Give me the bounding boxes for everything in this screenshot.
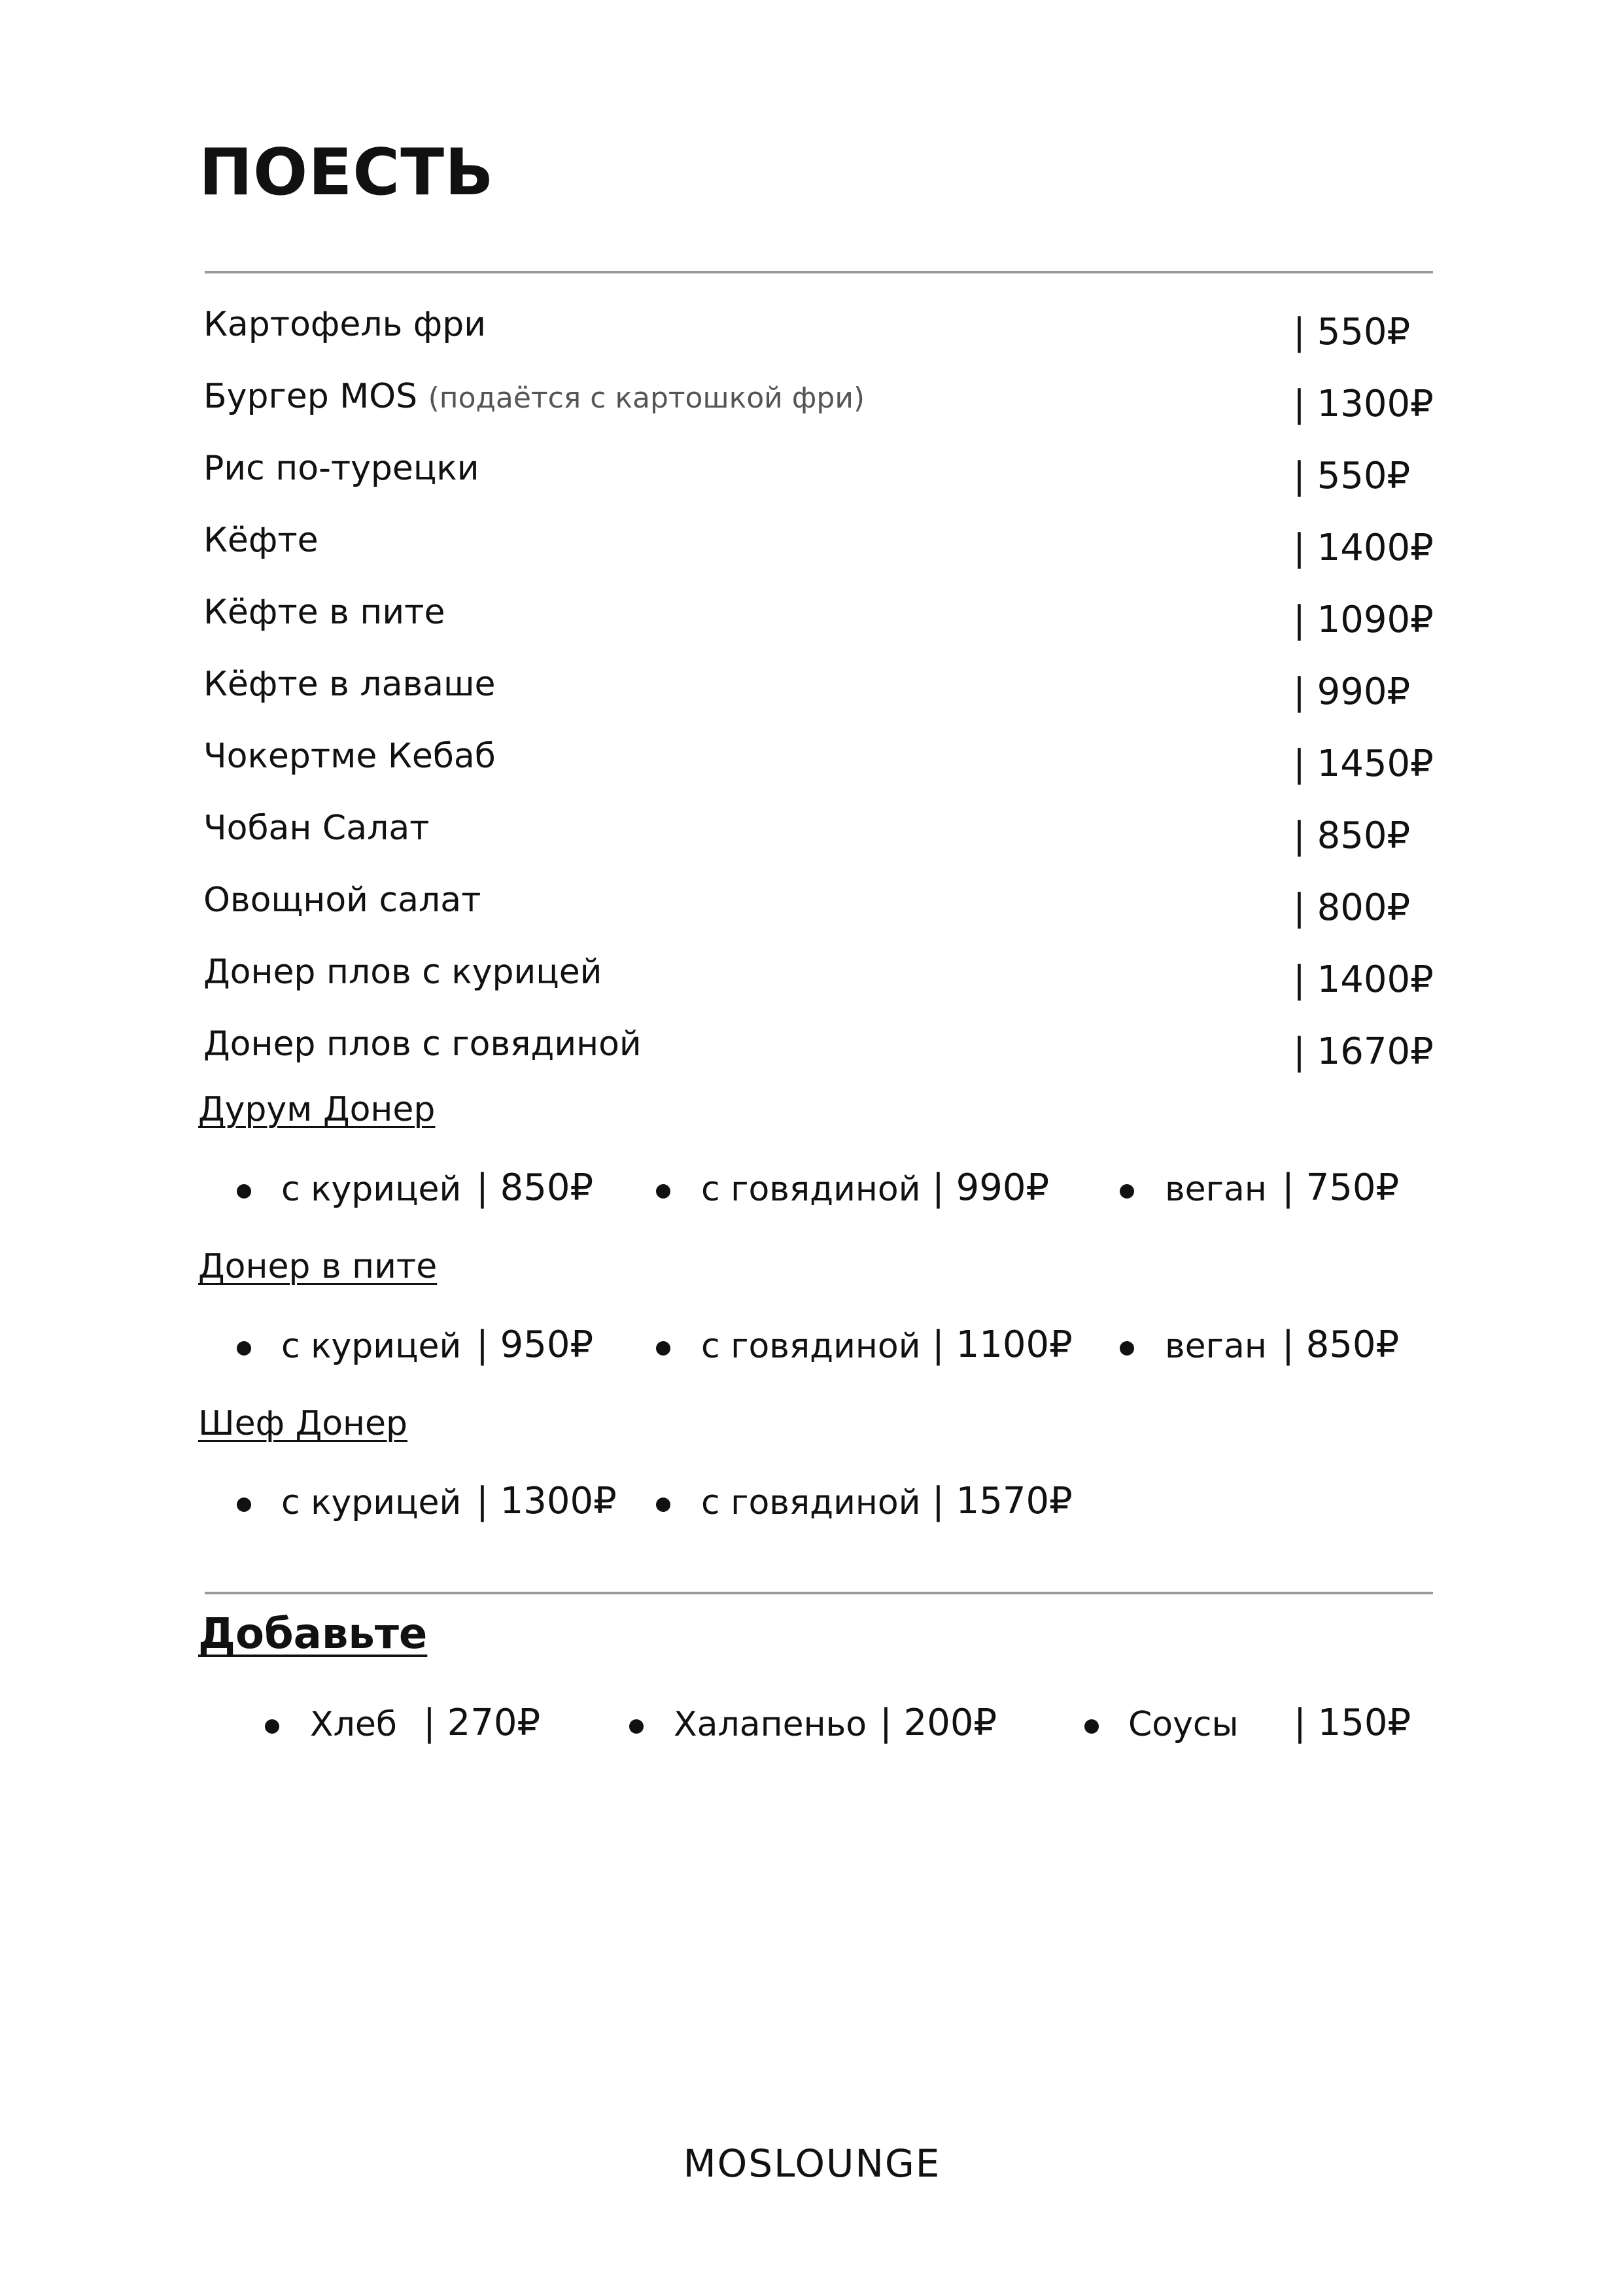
menu-item-name: Кёфте в пите	[203, 593, 445, 632]
menu-item-name: Кёфте	[203, 521, 319, 560]
menu-item-price: | 1300₽	[1293, 383, 1434, 425]
menu-item-price: | 1400₽	[1293, 958, 1434, 1001]
bullet-icon	[656, 1184, 670, 1199]
menu-item-name: Кёфте в лаваше	[203, 665, 496, 704]
addition-name: Соусы	[1128, 1705, 1239, 1744]
menu-item-name: Донер плов с курицей	[203, 953, 602, 992]
addition-name: Халапеньо	[674, 1705, 867, 1744]
bullet-icon	[237, 1184, 251, 1199]
menu-item-name: Бургер MOS (подаётся с картошкой фри)	[203, 377, 865, 416]
bullet-icon	[237, 1341, 251, 1356]
option-name: с говядиной	[701, 1170, 921, 1209]
divider-top	[205, 271, 1433, 273]
option-price: | 850₽	[1282, 1323, 1400, 1366]
menu-item-name: Донер плов с говядиной	[203, 1025, 642, 1064]
menu-item-price: | 550₽	[1293, 455, 1411, 497]
menu-item-price: | 1450₽	[1293, 743, 1434, 785]
menu-item-name: Овощной салат	[203, 881, 481, 920]
addition-price: | 270₽	[423, 1702, 541, 1744]
option-name: веган	[1165, 1170, 1267, 1209]
option-name: с говядиной	[701, 1483, 921, 1522]
group-title-pita: Донер в пите	[198, 1247, 438, 1286]
option-name: с говядиной	[701, 1327, 921, 1366]
bullet-icon	[1120, 1341, 1134, 1356]
addition-price: | 150₽	[1294, 1702, 1411, 1744]
menu-item-price: | 990₽	[1293, 671, 1411, 713]
menu-item-price: | 800₽	[1293, 886, 1411, 929]
menu-item-name: Чокертме Кебаб	[203, 737, 496, 776]
bullet-icon	[629, 1719, 644, 1734]
bullet-icon	[1084, 1719, 1099, 1734]
option-price: | 990₽	[932, 1166, 1050, 1209]
option-name: с курицей	[281, 1327, 462, 1366]
bullet-icon	[265, 1719, 279, 1734]
bullet-icon	[656, 1498, 670, 1512]
menu-item-price: | 850₽	[1293, 815, 1411, 857]
menu-item-price: | 550₽	[1293, 311, 1411, 353]
page-title: ПОЕСТЬ	[199, 135, 494, 210]
option-price: | 750₽	[1282, 1166, 1400, 1209]
menu-item-price: | 1670₽	[1293, 1030, 1434, 1073]
option-name: с курицей	[281, 1170, 462, 1209]
menu-item-name: Рис по-турецки	[203, 449, 479, 488]
option-price: | 1100₽	[932, 1323, 1073, 1366]
addition-price: | 200₽	[880, 1702, 997, 1744]
divider-middle	[205, 1592, 1433, 1594]
menu-item-price: | 1090₽	[1293, 599, 1434, 641]
footer-brand: MOSLOUNGE	[683, 2141, 941, 2186]
menu-item-name: Картофель фри	[203, 305, 487, 344]
menu-item-price: | 1400₽	[1293, 527, 1434, 569]
bullet-icon	[656, 1341, 670, 1356]
option-price: | 850₽	[476, 1166, 594, 1209]
menu-item-note: (подаётся с картошкой фри)	[428, 381, 865, 415]
option-name: с курицей	[281, 1483, 462, 1522]
group-title-durum: Дурум Донер	[198, 1090, 436, 1129]
addition-name: Хлеб	[310, 1705, 397, 1744]
bullet-icon	[237, 1498, 251, 1512]
option-name: веган	[1165, 1327, 1267, 1366]
bullet-icon	[1120, 1184, 1134, 1199]
menu-item-name: Чобан Салат	[203, 809, 430, 848]
group-title-chef: Шеф Донер	[198, 1404, 408, 1443]
additions-title: Добавьте	[198, 1610, 428, 1658]
option-price: | 1300₽	[476, 1480, 617, 1522]
option-price: | 950₽	[476, 1323, 594, 1366]
option-price: | 1570₽	[932, 1480, 1073, 1522]
